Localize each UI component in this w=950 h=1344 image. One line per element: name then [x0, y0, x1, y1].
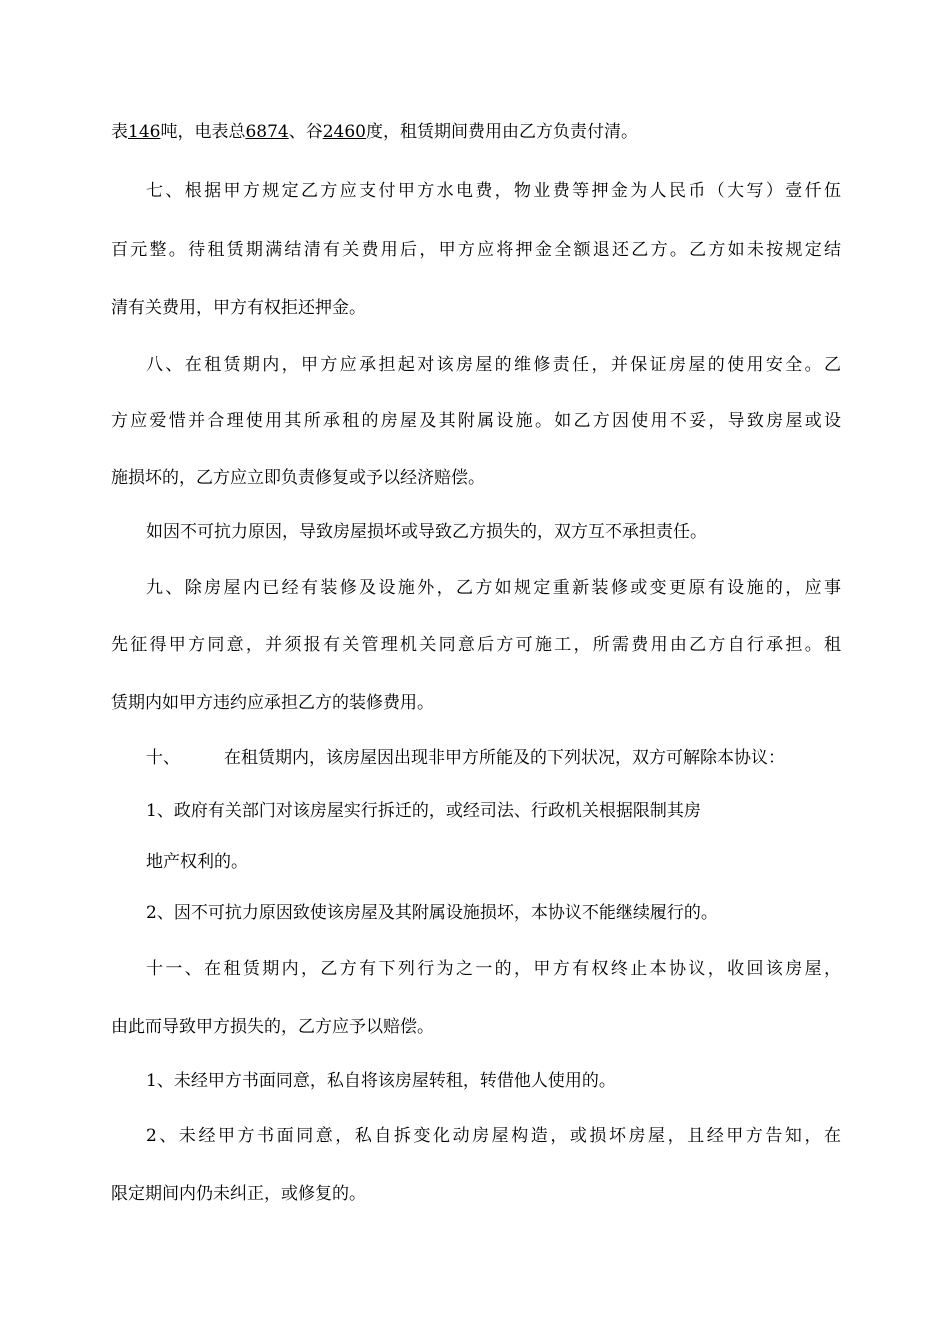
clause-9-line-3: 赁期内如甲方违约应承担乙方的装修费用。: [111, 693, 434, 713]
clause-10-item-2-line: 2、因不可抗力原因致使该房屋及其附属设施损坏，本协议不能继续履行的。: [146, 903, 718, 923]
water-meter-reading: 146: [128, 122, 161, 142]
clause-10-number: 十、: [146, 748, 180, 768]
clause-7-line-3: 清有关费用，甲方有权拒还押金。: [111, 298, 366, 318]
clause-7-line-2: 百元整。待租赁期满结清有关费用后，甲方应将押金全额退还乙方。乙方如未按规定结: [111, 240, 841, 260]
force-majeure-line: 如因不可抗力原因，导致房屋损坏或导致乙方损失的，双方互不承担责任。: [146, 522, 707, 542]
clause-10-item-1-line-2: 地产权利的。: [146, 852, 248, 872]
clause-11-item-1-line: 1、未经甲方书面同意，私自将该房屋转租，转借他人使用的。: [146, 1071, 616, 1091]
clause-7-line-1: 七、根据甲方规定乙方应支付甲方水电费，物业费等押金为人民币（大写）壹仟伍: [146, 181, 841, 201]
clause-8-line-2: 方应爱惜并合理使用其所承租的房屋及其附属设施。如乙方因使用不妥，导致房屋或设: [111, 411, 841, 431]
clause-10-item-1-line-1: 1、政府有关部门对该房屋实行拆迁的，或经司法、行政机关根据限制其房: [146, 801, 701, 821]
clause-8-line-3: 施损坏的，乙方应立即负责修复或予以经济赔偿。: [111, 468, 485, 488]
clause-9-line-2: 先征得甲方同意，并须报有关管理机关同意后方可施工，所需费用由乙方自行承担。租: [111, 635, 841, 655]
clause-11-line-2: 由此而导致甲方损失的，乙方应予以赔偿。: [111, 1017, 434, 1037]
electric-meter-reading: 6874: [245, 122, 289, 142]
clause-9-line-1: 九、除房屋内已经有装修及设施外，乙方如规定重新装修或变更原有设施的，应事: [146, 578, 841, 598]
clause-10-text: 在租赁期内，该房屋因出现非甲方所能及的下列状况，双方可解除本协议：: [224, 748, 785, 768]
valley-meter-reading: 2460: [322, 122, 366, 142]
clause-11-item-2-line-2: 限定期间内仍未纠正，或修复的。: [111, 1184, 366, 1204]
utility-reading-line: 表146吨，电表总6874、谷2460度，租赁期间费用由乙方负责付清。: [111, 122, 638, 142]
clause-11-line-1: 十一、在租赁期内，乙方有下列行为之一的，甲方有权终止本协议，收回该房屋，: [146, 959, 841, 979]
clause-8-line-1: 八、在租赁期内，甲方应承担起对该房屋的维修责任，并保证房屋的使用安全。乙: [146, 355, 841, 375]
clause-10-line: [146, 743, 841, 773]
clause-11-item-2-line-1: 2、未经甲方书面同意，私自拆变化动房屋构造，或损坏房屋，且经甲方告知，在: [146, 1126, 841, 1146]
